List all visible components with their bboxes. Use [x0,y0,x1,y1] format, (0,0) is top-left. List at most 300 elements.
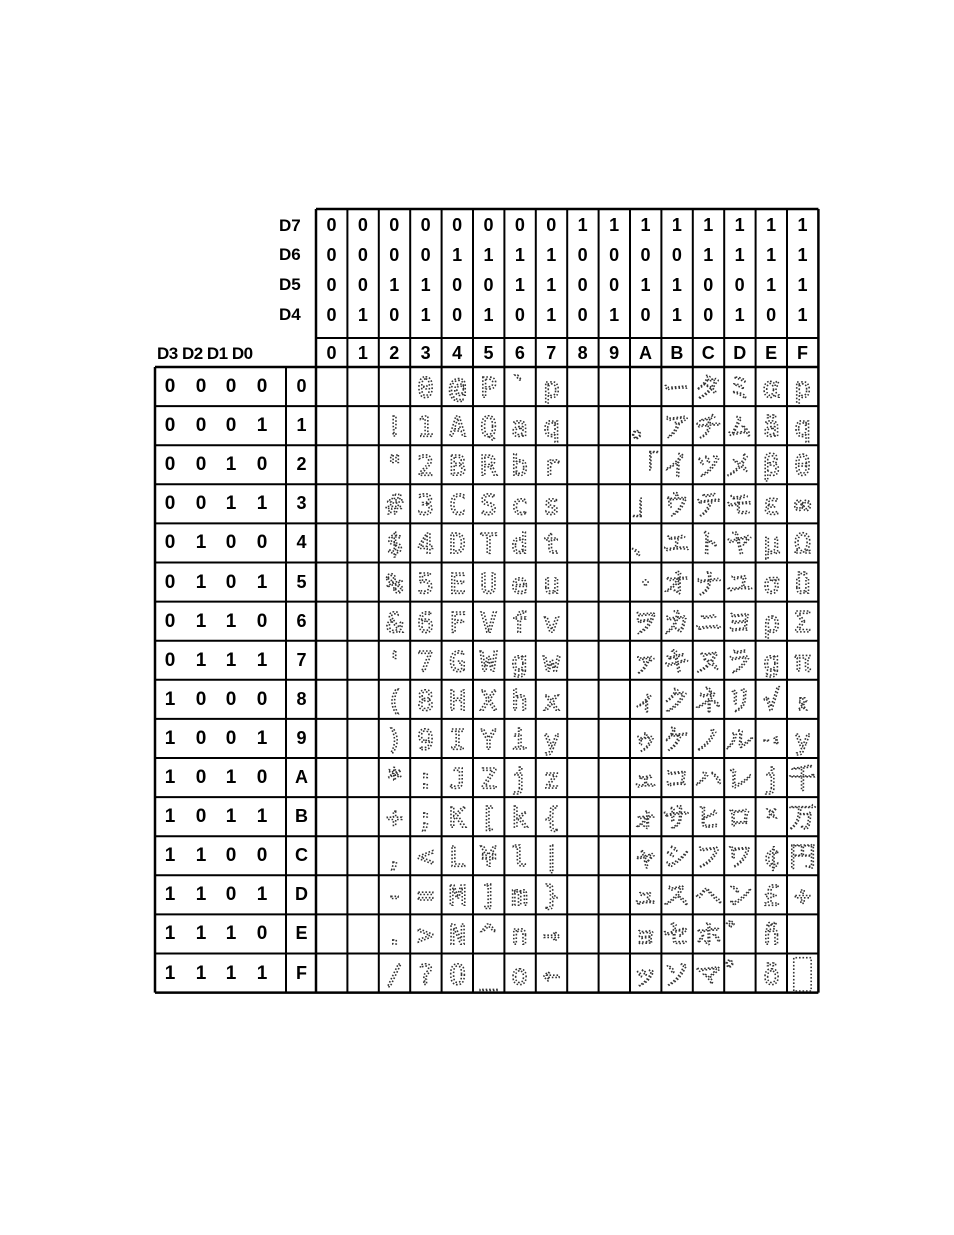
glyph-text: - [385,879,403,913]
glyph-text: @ [448,371,466,404]
glyph-text: ク [662,683,691,717]
character-glyph [505,642,536,681]
bit-d5-col: 1 [640,275,651,295]
bit-d5-col: 1 [546,275,557,295]
character-glyph [380,759,411,798]
glyph-text: } [542,879,560,913]
glyph-text: カ [662,605,691,639]
row-hex-label: 0 [296,376,307,396]
glyph-text: M [448,879,466,913]
glyph-text: ö [762,957,780,991]
character-glyph [631,603,662,642]
character-glyph [443,759,474,798]
glyph-text: ナ [694,566,723,600]
row-bit: 0 [164,493,176,515]
bit-d4-col: 1 [671,305,682,325]
glyph-text: & [385,605,403,639]
glyph-text: ? [417,957,435,991]
glyph-text: ヨ [725,605,754,639]
character-glyph [757,759,788,798]
row-bit: 0 [195,688,207,710]
column-hex-label: B [670,343,684,363]
character-glyph [505,485,536,524]
row-bit: 1 [195,532,207,554]
row-bit: 0 [195,493,207,515]
character-glyph [537,681,568,720]
bit-d7-col: 1 [577,215,588,235]
glyph-text: L [448,840,466,874]
character-glyph [380,915,411,954]
character-glyph [662,407,693,446]
glyph-text: ' [385,644,403,678]
bit-d5-col: 0 [452,275,463,295]
glyph-text: Ω [794,527,811,561]
glyph-text: / [385,957,403,991]
glyph-text: イ [662,449,691,483]
character-glyph [725,837,756,876]
row-bit: 0 [195,415,207,437]
character-glyph [380,603,411,642]
column-hex-label: 8 [577,343,588,363]
glyph-text: ゛ [725,918,754,952]
character-glyph [631,485,662,524]
glyph-text: ( [385,683,403,717]
character-glyph [788,407,819,446]
glyph-text: H [448,683,466,717]
row-bit: 0 [164,376,176,397]
character-glyph [443,837,474,876]
character-glyph [631,915,662,954]
glyph-text: β [762,449,780,483]
bit-d5-col: 0 [326,275,337,295]
glyph-text: ツ [694,449,723,483]
character-glyph [757,485,788,524]
character-glyph [537,759,568,798]
row-bit: 0 [256,688,268,710]
row-bit: 1 [164,806,176,828]
bit-d7-col: 1 [703,215,714,235]
row-hex-label: 1 [296,415,307,436]
glyph-text: ョ [631,918,660,952]
glyph-text: ヌ [694,644,723,678]
glyph-text: ォ [631,801,660,835]
glyph-text: 4 [417,527,435,561]
character-glyph [380,485,411,524]
glyph-text: 0 [417,371,435,404]
glyph-text: メ [725,449,754,483]
glyph-text: O [448,957,466,991]
glyph-text: 3 [417,488,435,522]
glyph-text: ハ [694,762,723,795]
column-hex-label: 7 [546,343,557,363]
row-bit: 1 [164,688,176,710]
glyph-text: y [542,722,560,756]
glyph-text: 2 [417,449,435,483]
character-glyph [694,485,725,524]
label-d7: D7 [279,216,301,235]
glyph-text: ニ [694,605,723,639]
character-glyph [662,798,693,837]
glyph-text: S [480,488,497,522]
glyph-text: ル [725,722,754,756]
character-glyph [662,837,693,876]
glyph-text: マ [694,957,723,991]
glyph-text: コ [662,762,691,795]
character-glyph [505,955,536,994]
glyph-text: g [762,644,780,678]
bit-d5-col: 1 [671,275,682,295]
character-glyph [411,720,442,759]
row-bit: 0 [256,610,268,632]
glyph-text: + [385,801,403,835]
row-bit: 0 [195,727,207,749]
glyph-text: ヘ [694,879,723,913]
character-glyph [788,603,819,642]
row-bit: 0 [164,532,176,554]
character-glyph [505,720,536,759]
column-hex-label: 4 [452,343,463,363]
glyph-text: x̄ [797,694,808,714]
row-bit: 0 [164,415,176,437]
character-glyph [380,876,411,915]
bit-d6-col: 0 [357,245,368,265]
character-glyph [411,759,442,798]
character-glyph [631,720,662,759]
bit-d6-col: 1 [734,245,745,265]
character-glyph [788,759,819,798]
character-glyph [788,955,819,994]
glyph-text: ) [385,722,403,756]
bit-d7-col: 0 [420,215,431,235]
glyph-text: ミ [725,371,754,404]
glyph-text: ネ [694,683,723,717]
glyph-text: c [511,488,529,522]
glyph-text: ァ [631,644,660,678]
glyph-text: ノ [694,722,723,756]
glyph-text: : [417,762,435,795]
glyph-text: " [385,449,403,483]
bit-d6-col: 0 [420,245,431,265]
character-glyph [537,485,568,524]
character-glyph [694,368,725,407]
character-glyph [757,837,788,876]
row-bit: 1 [225,767,237,788]
glyph-text: チ [694,410,723,444]
bit-d5-col: 0 [703,275,714,295]
glyph-text: θ [794,449,811,483]
bit-d7-col: 1 [766,215,777,235]
glyph-text: ワ [725,840,754,874]
bit-d6-col: 0 [640,245,651,265]
glyph-text: シ [662,840,691,874]
glyph-text: U [480,566,497,600]
character-glyph [694,759,725,798]
glyph-text: G [448,644,466,678]
bit-d6-col: 1 [546,245,557,265]
glyph-text: [ [480,801,497,835]
character-glyph [725,407,756,446]
character-glyph [411,446,442,485]
character-glyph [757,407,788,446]
glyph-text: モ [725,488,754,522]
character-glyph [788,798,819,837]
character-glyph [537,603,568,642]
glyph-text: ] [480,879,497,913]
character-glyph [411,837,442,876]
glyph-text: h [511,683,529,717]
glyph-text: W [480,644,497,678]
glyph-text: エ [662,527,691,561]
bit-d7-col: 1 [609,215,620,235]
character-glyph [380,720,411,759]
label-d6: D6 [279,245,301,264]
bit-d7-col: 1 [734,215,745,235]
bit-d4-col: 0 [326,305,337,325]
glyph-text: ヤ [725,527,754,561]
glyph-text: 6 [417,605,435,639]
glyph-text: w [542,644,560,678]
row-bit: 1 [225,962,237,984]
character-glyph [662,485,693,524]
row-bit: 1 [225,454,237,476]
bit-d4-col: 0 [766,305,777,325]
glyph-text: ` [511,371,529,404]
glyph-text: ˣ [762,801,780,835]
character-glyph [537,446,568,485]
glyph-text: Y [480,722,497,756]
glyph-text: Σ [794,605,811,639]
column-hex-label: D [733,343,747,363]
glyph-text: f [511,605,529,639]
glyph-text: 9 [417,722,435,756]
character-glyph [537,720,568,759]
character-glyph [788,524,819,563]
glyph-text: レ [725,762,754,795]
character-glyph [443,524,474,563]
character-glyph [537,798,568,837]
glyph-text: ← [542,957,560,991]
character-glyph [694,720,725,759]
glyph-text: k [511,801,529,835]
glyph-text: = [417,879,435,913]
glyph-text: フ [694,840,723,874]
character-glyph [380,837,411,876]
character-glyph [788,837,819,876]
bit-d5-col: 1 [389,275,400,295]
row-bit: 1 [195,962,207,984]
bit-d4-col: 1 [420,305,431,325]
glyph-text: 万 [788,801,817,835]
character-glyph [505,759,536,798]
bit-d5-col: 0 [577,275,588,295]
character-glyph [443,446,474,485]
character-glyph [694,681,725,720]
glyph-text: █ [794,957,811,991]
glyph-text: セ [662,918,691,952]
row-bit: 1 [225,806,237,828]
row-hex-label: A [295,767,308,787]
character-glyph [411,915,442,954]
character-glyph [537,642,568,681]
row-bit: 1 [256,649,268,671]
character-glyph [725,681,756,720]
glyph-text: ⁻¹ [761,733,781,753]
character-glyph [757,564,788,603]
glyph-text: タ [694,371,723,404]
character-glyph [662,759,693,798]
character-glyph [725,876,756,915]
character-glyph [725,798,756,837]
character-glyph [443,798,474,837]
glyph-text: V [480,605,497,639]
bit-d6-col: 0 [671,245,682,265]
bit-d6-col: 1 [514,245,525,265]
glyph-text: B [448,449,466,483]
column-hex-label: 5 [483,343,494,363]
label-d4: D4 [279,305,301,324]
glyph-text: a [511,410,529,444]
character-glyph [380,564,411,603]
glyph-text: T [480,527,497,561]
row-bit: 0 [164,454,176,476]
row-bit: 0 [225,688,237,710]
character-glyph [474,915,505,954]
character-glyph [443,720,474,759]
character-glyph [788,446,819,485]
character-glyph [725,524,756,563]
bit-d7-col: 0 [452,215,463,235]
bit-d7-col: 0 [389,215,400,235]
glyph-text: ¢ [762,840,780,874]
row-bit: 0 [195,806,207,828]
character-glyph [757,368,788,407]
character-glyph [380,955,411,994]
character-glyph [725,759,756,798]
bit-d4-col: 0 [703,305,714,325]
row-hex-label: 9 [296,727,307,748]
character-glyph [505,798,536,837]
row-bit: 1 [256,571,268,593]
row-bit: 0 [256,532,268,554]
glyph-text: ロ [725,801,754,835]
character-glyph [505,837,536,876]
character-glyph [631,681,662,720]
character-glyph [694,876,725,915]
glyph-text: d [511,527,529,561]
glyph-text: p [794,371,811,404]
character-glyph [474,759,505,798]
column-hex-label: 2 [389,343,400,363]
glyph-text: o [511,957,529,991]
glyph-text: ィ [631,683,660,717]
character-glyph [694,955,725,994]
bit-d5-col: 0 [609,275,620,295]
row-hex-label: 3 [296,493,307,514]
character-glyph [725,915,756,954]
glyph-text: ー [662,371,691,404]
row-bit: 0 [256,767,268,788]
row-hex-label: 7 [296,649,307,670]
glyph-text: , [385,840,403,874]
bit-d7-col: 0 [357,215,368,235]
character-glyph [443,485,474,524]
character-glyph [474,407,505,446]
bit-d6-col: 1 [766,245,777,265]
character-glyph [757,603,788,642]
glyph-text: ; [417,801,435,835]
character-glyph [631,407,662,446]
glyph-text: ! [385,410,403,444]
row-bit: 1 [225,923,237,945]
row-bit: 0 [195,767,207,788]
glyph-text: I [448,722,466,756]
glyph-text: √ [762,683,780,717]
character-glyph [662,524,693,563]
row-bit: 0 [225,845,237,867]
glyph-text: P [480,371,497,404]
character-glyph [788,720,819,759]
row-bit: 0 [225,727,237,749]
row-bit: 1 [195,923,207,945]
glyph-text: テ [694,488,723,522]
character-glyph [725,955,756,994]
character-glyph [631,759,662,798]
glyph-text: < [417,840,435,874]
character-glyph [694,603,725,642]
glyph-text: q [542,410,560,444]
character-glyph [757,915,788,954]
character-glyph [537,915,568,954]
character-glyph [694,407,725,446]
column-hex-label: 3 [420,343,431,363]
glyph-text: ρ [762,605,780,639]
character-glyph [474,681,505,720]
character-glyph [537,955,568,994]
glyph-text: v [542,605,560,639]
glyph-text: y [794,722,811,756]
bit-d4-col: 1 [357,305,368,325]
character-glyph [694,524,725,563]
row-bit: 0 [195,376,207,397]
glyph-text: p [542,371,560,404]
character-glyph [505,603,536,642]
character-glyph [631,642,662,681]
character-glyph [631,446,662,485]
character-glyph [537,564,568,603]
glyph-text: l [511,840,529,874]
bit-d6-col: 1 [703,245,714,265]
character-glyph [411,955,442,994]
glyph-text: . [385,918,403,952]
character-glyph [380,407,411,446]
glyph-text: u [542,566,560,600]
row-hex-label: 6 [296,610,307,631]
character-glyph [757,720,788,759]
row-bit: 0 [256,454,268,476]
bit-d6-col: 0 [389,245,400,265]
character-glyph [443,642,474,681]
character-glyph [662,446,693,485]
glyph-text: t [542,527,560,561]
character-glyph [725,368,756,407]
character-glyph [757,681,788,720]
character-glyph [662,564,693,603]
row-bit: 1 [164,767,176,788]
character-glyph [788,876,819,915]
glyph-text: ウ [662,488,691,522]
character-glyph [662,603,693,642]
glyph-text: ユ [725,566,754,600]
